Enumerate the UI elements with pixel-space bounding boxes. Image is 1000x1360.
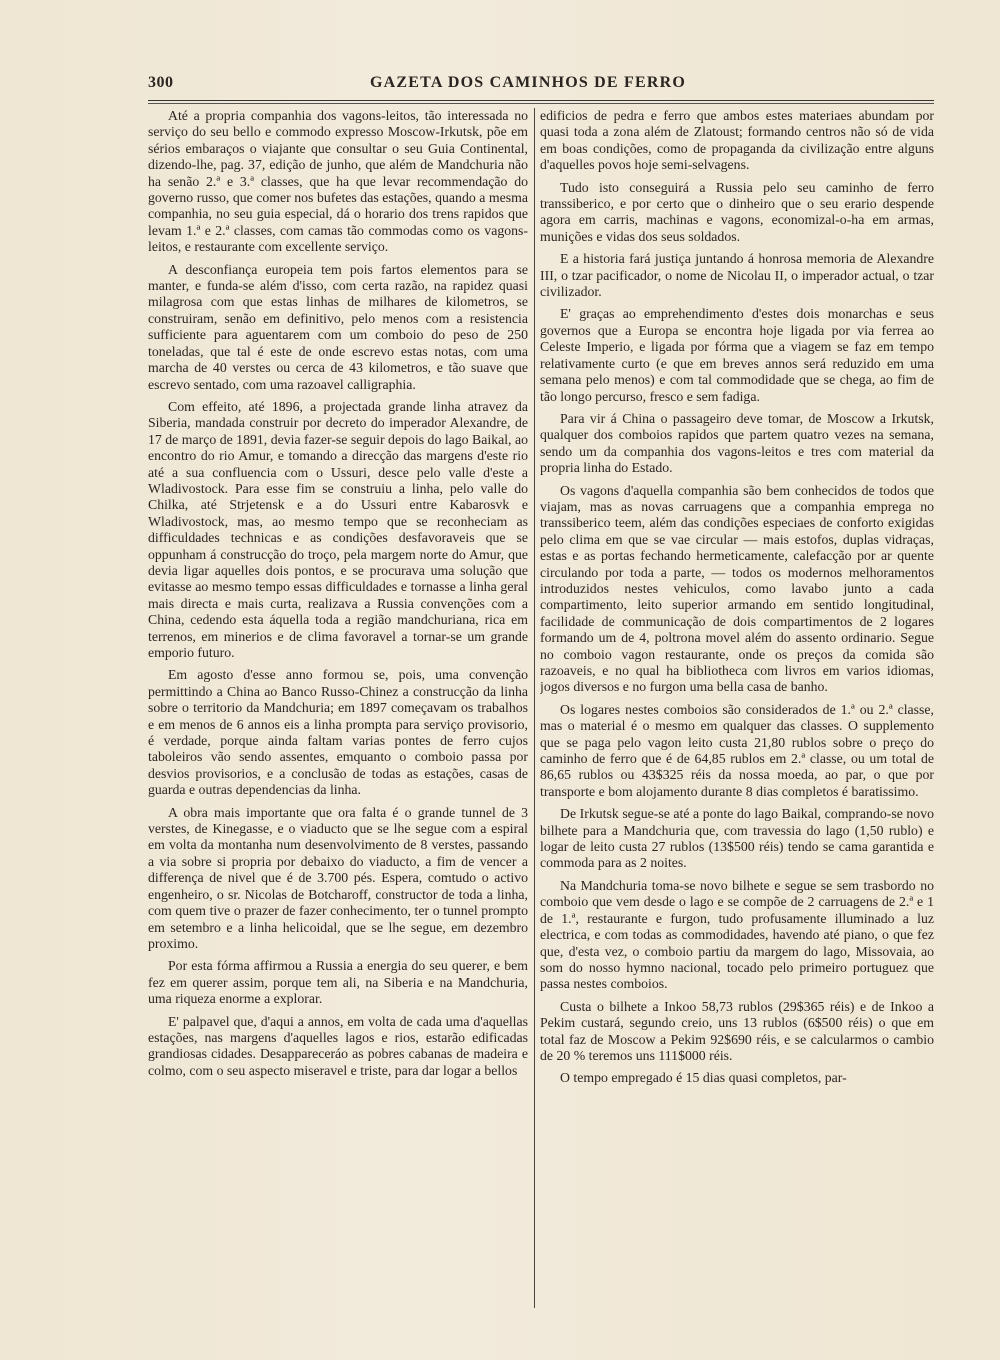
header-rule	[148, 100, 934, 104]
paragraph: E' graças ao emprehendimento d'estes dois monarchas e seus governos que a Europa se encontra hoje ligada por via ferrea ao Celeste Imperio, e ligada por fórma que a viagem se faz em tempo relativamente curto (e que em breves annos será reduzido em uma semana pelo menos) e com tal commodidade que se chega, ao fim de tão longo percurso, fresco e sem fadiga.	[540, 306, 934, 404]
paragraph: Para vir á China o passageiro deve tomar, de Moscow a Irkutsk, qualquer dos comboios rapidos que partem quatro vezes na semana, sendo um da companhia dos vagons-leitos e tres com material da propria linha do Estado.	[540, 410, 934, 476]
paragraph: Com effeito, até 1896, a projectada grande linha atravez da Siberia, mandada construir por decreto do imperador Alexandre, de 17 de março de 1891, devia fazer-se seguir depois do lago Baikal, ao encontro do rio Amur, e tomando a direcção das margens d'este rio até a sua confluencia com o Ussuri, desce pelo valle d'este a Wladivostock. Para esse fim se construiu a linha, pelo valle do Chilka, até Strjetensk e a do Ussuri entre Kabarosvk e Wladivostock, mas, ao mesmo tempo que se reconheciam as difficuldades technicas e as condições desfavoraveis que se oppunham á construcção do troço, pela margem norte do Amur, que devia ligar aquelles dois pontos, e se procurava uma solução que evitasse ao mesmo tempo essas difficuldades e tornasse a linha geral mais directa e mais curta, realizava a Russia convenções com a China, cedendo esta áquella toda a região mandchuriana, rica em terrenos, em minerios e de clima favoravel a tornar-se um grande emporio futuro.	[148, 398, 528, 660]
paragraph: De Irkutsk segue-se até a ponte do lago Baikal, comprando-se novo bilhete para a Mandchuria que, com travessia do lago (1,50 rublo) e logar de leito custa 27 rublos (13$500 réis) tendo se cama garantida e commoda para as 2 noites.	[540, 806, 934, 871]
page-header	[148, 74, 934, 100]
running-title: GAZETA DOS CAMINHOS DE FERRO	[370, 74, 687, 91]
left-column	[148, 108, 528, 1348]
paragraph: O tempo empregado é 15 dias quasi completos, par-	[560, 1070, 847, 1086]
paragraph: A obra mais importante que ora falta é o grande tunnel de 3 verstes, de Kinegasse, e o viaducto que se lhe segue com a espiral em volta da montanha num desenvolvimento de 8 verstes, passando a via sobre si propria por debaixo do viaducto, a fim de vencer a differença de nivel que é de 3.700 pés. Espera, comtudo o activo engenheiro, o sr. Nicolas de Botcharoff, constructor de toda a linha, com quem tive o prazer de fazer conhecimento, ter o tunnel prompto em setembro e a linha helicoidal, que se lhe segue, em dezembro proximo.	[148, 804, 528, 951]
paragraph: Custa o bilhete a Inkoo 58,73 rublos (29$365 réis) e de Inkoo a Pekim custará, segundo creio, uns 13 rublos (6$500 réis) o que em total faz de Moscow a Pekim 92$690 réis, e se calcularmos o cambio de 20 % teremos uns 111$000 réis.	[540, 998, 934, 1063]
paragraph: E' palpavel que, d'aqui a annos, em volta de cada uma d'aquellas estações, nas margens d'aquelles lagos e rios, estarão edificadas grandiosas cidades. Desappareceráo as pobres cabanas de madeira e colmo, com o seu aspecto miseravel e triste, para dar logar a bellos	[148, 1013, 528, 1078]
paragraph: Na Mandchuria toma-se novo bilhete e segue se sem trasbordo no comboio que vem desde o lago e se compõe de 2 carruagens de 2.ª e 1 de 1.ª, restaurante e furgon, tudo profusamente illuminado a luz electrica, e com todas as commodidades, havendo até piano, o que fez que, d'esta vez, o comboio partiu da margem do lago, Missovaia, ao som do nosso hymno nacional, tocado pelo primeiro portuguez que passa nestes comboios.	[540, 877, 934, 992]
paragraph-continuation: edificios de pedra e ferro que ambos estes materiaes abundam por quasi toda a zona além de Zlatoust; formando centros não só de vida em boas condições, como de propaganda da civilização entre alguns d'aquelles povos hoje semi-selvagens.	[540, 108, 934, 173]
paragraph: Por esta fórma affirmou a Russia a energia do seu querer, e bem fez em querer assim, porque tem ali, na Siberia e na Mandchuria, uma riqueza enorme a explorar.	[148, 958, 528, 1007]
column-divider	[534, 108, 535, 1308]
paragraph: Os logares nestes comboios são considerados de 1.ª ou 2.ª classe, mas o material é o mesmo em qualquer das classes. O supplemento que se paga pelo vagon leito custa 21,80 rublos sobre o preço do caminho de ferro que é de 64,85 rublos em 2.ª classe, ou um total de 86,65 rublos ou 43$325 réis da nossa moeda, ao par, o que por transporte e bom alojamento durante 8 dias completos é baratissimo.	[540, 701, 934, 799]
paragraph: Em agosto d'esse anno formou se, pois, uma convenção permittindo a China ao Banco Russo-Chinez a construcção da linha sobre o territorio da Mandchuria; em 1897 começavam os trabalhos e em menos de 6 annos eis a linha prompta para serviço provisorio, é verdade, porque ainda faltam varias pontes de ferro cujos taboleiros vão sendo assentes, emquanto o comboio passa por desvios provisorios, e a conclusão de todas as estações, casas de guarda e outras dependencias da linha.	[148, 667, 528, 798]
paragraph: Até a propria companhia dos vagons-leitos, tão interessada no serviço do seu bello e commodo expresso Moscow-Irkutsk, põe em sérios embaraços o viajante que consultar o seu Guia Continental, dizendo-lhe, pag. 37, edição de junho, que além de Mandchuria não ha senão 2.ª e 3.ª classes, que ha que levar recommendação do governo russo, que comer nos bufetes das estações, quando a mesma companhia, no seu guia especial, dá o horario dos trens rapidos que levam 1.ª e 2.ª classes, com camas tão commodas como os vagons-leitos, e restaurante com excellente serviço.	[148, 108, 528, 255]
paragraph: E a historia fará justiça juntando á honrosa memoria de Alexandre III, o tzar pacificador, o nome de Nicolau II, o imperador actual, o tzar civilizador.	[540, 251, 934, 300]
paragraph: Os vagons d'aquella companhia são bem conhecidos de todos que viajam, mas as novas carruagens que a companhia emprega no transsiberico teem, além das condições especiaes de conforto exigidas pelo clima em que se vae circular — mais estofos, duplas vidraças, estas e as portas fechando hermeticamente, calefacção por ar quente circulando por toda a parte, — todos os modernos melhoramentos introduzidos nestes vehiculos, como lavabo junto a cada compartimento, leito superior armando em sentido longitudinal, facilidade de communicação de dois compartimentos de 2 logares formando um de 4, poltrona movel além do assento ordinario. Segue no comboio vagon restaurante, onde os preços da comida são razoaveis, e no qual ha bibliotheca com livros em varios idiomas, jogos diversos e no furgon uma bella casa de banho.	[540, 482, 934, 695]
paragraph: A desconfiança europeia tem pois fartos elementos para se manter, e funda-se além d'isso, com certa razão, na rapidez quasi milagrosa com que estas linhas de milhares de kilometros, se construiram, senão em definitivo, pelo menos com a resistencia sufficiente para aguentarem com um comboio do peso de 250 toneladas, que tal é este de onde escrevo estas notas, com uma marcha de 40 verstes ou cerca de 43 kilometros, e tão suave que escrevo sentado, com uma razoavel calligraphia.	[148, 261, 528, 392]
right-column	[540, 108, 934, 1348]
page-number: 300	[148, 74, 174, 91]
paragraph: Tudo isto conseguirá a Russia pelo seu caminho de ferro transsiberico, e por certo que o dinheiro que o seu erario despende agora em carris, machinas e vagons, economizal-o-ha em armas, munições e vidas dos seus soldados.	[540, 179, 934, 244]
